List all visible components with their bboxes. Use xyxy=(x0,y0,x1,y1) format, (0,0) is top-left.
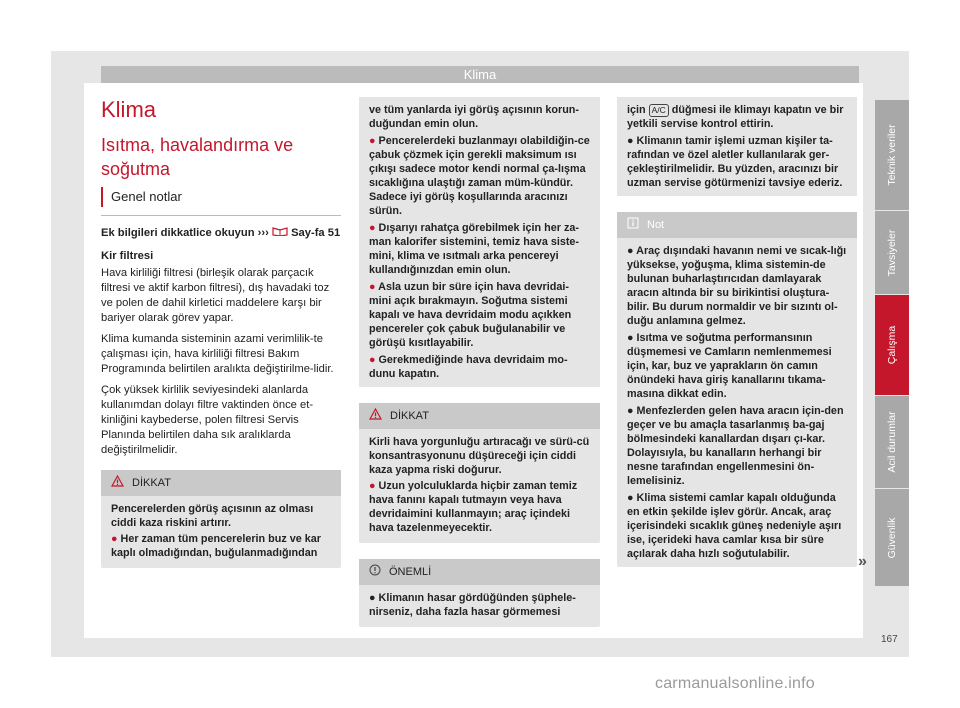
watermark: carmanualsonline.info xyxy=(655,675,815,692)
list-item xyxy=(369,353,590,381)
important-bullet-text: Klimanın hasar gördüğünden şüphele-nirseniz, daha fazla hasar görmemesi xyxy=(369,592,576,618)
note-bullet-text: Menfezlerden gelen hava aracın için-den geçer ve bu amaçla tasarlanmış ba-gaj bölmesindeki kanallardan dışarı çı-kar. Dolayısıyla, bu kanalların herhangi bir nesne tarafından engellenmesini ön-lemelisiniz. xyxy=(627,405,844,487)
list-item-text: Dışarıyı rahatça görebilmek için her za-man kalorifer sistemini, temiz hava siste-mini, klima ve ısıtmalı arka pencereyi kullandığınızdan emin olun. xyxy=(369,222,580,276)
next-page-arrow: » xyxy=(858,553,867,570)
column-2 xyxy=(359,97,600,627)
continued-text xyxy=(627,103,847,131)
important-body xyxy=(359,585,600,627)
info-circle-icon xyxy=(369,564,381,580)
page-reference-link[interactable]: Say-fa 51 xyxy=(291,227,341,239)
note-bullet xyxy=(627,491,847,561)
continued-text-end: düğmesi ile klimayı kapatın ve bir yetkili servise kontrol ettirin. xyxy=(627,104,844,130)
page-title: Klima xyxy=(101,97,157,122)
tab-calisma[interactable] xyxy=(875,295,909,395)
section-title: Genel notlar xyxy=(101,187,341,207)
important-label: ÖNEMLİ xyxy=(389,566,432,578)
warning-header xyxy=(101,470,341,496)
continued-warning-box xyxy=(359,97,600,387)
bullet-icon: ● xyxy=(627,492,634,504)
note-bullet xyxy=(627,331,847,401)
note-bullet-text: Isıtma ve soğutma performansının düşmemesi ve Camların nemlenmemesi için, kar, buz ve yaprakların ön camın önündeki hava giriş kanallarını tıkama-masına dikkat edin. xyxy=(627,332,832,400)
tab-acil-durumlar[interactable] xyxy=(875,396,909,488)
bullet-icon: ● xyxy=(369,222,376,234)
paragraph-3: Çok yüksek kirlilik seviyesindeki alanlarda kullanımdan dolayı filtre vaktinden önce et-kinliğini kaybederse, polen filtresi Servis Planında belirtilen daha sık aralıklarda değiştirilmelidir. xyxy=(101,384,314,456)
continued-text-start: için xyxy=(627,104,646,116)
tab-teknik-veriler[interactable] xyxy=(875,100,909,210)
note-bullet xyxy=(627,244,847,328)
warning-intro: Pencerelerden görüş açısının az olması ciddi kaza riskini artırır. xyxy=(111,503,314,529)
note-icon xyxy=(627,217,639,233)
important-box xyxy=(359,559,600,627)
book-icon xyxy=(272,226,288,241)
filter-heading: Kir filtresi xyxy=(101,250,154,262)
warning-body xyxy=(359,429,600,543)
list-item xyxy=(369,280,590,350)
page-header: Klima xyxy=(101,66,859,83)
list-item xyxy=(627,134,847,190)
bullet-icon: ● xyxy=(111,533,118,545)
warning-header xyxy=(359,403,600,429)
lead-text xyxy=(101,226,341,241)
important-bullet xyxy=(369,591,590,619)
warning-intro: Kirli hava yorgunluğu artıracağı ve sürü-cü konsantrasyonunu düşüreceği için ciddi kaza yapma riski doğurur. xyxy=(369,436,590,476)
warning-bullet xyxy=(369,479,590,535)
bullet-icon: ● xyxy=(627,135,634,147)
bullet-icon: ● xyxy=(369,354,376,366)
tab-label: Acil durumlar xyxy=(886,411,898,473)
paragraph-1: Hava kirliliği filtresi (birleşik olarak parçacık filtresi ve aktif karbon filtresi), dış havadaki toz ve polen de dahil kirletici maddelere karşı bir bariyer olarak görev yapar. xyxy=(101,267,330,324)
tab-label: Tavsiyeler xyxy=(886,229,898,276)
important-header xyxy=(359,559,600,585)
warning-label: DİKKAT xyxy=(390,410,429,422)
warning-box-2 xyxy=(359,403,600,543)
note-bullet-text: Araç dışındaki havanın nemi ve sıcak-lığı yüksekse, yoğuşma, klima sistemin-de bulunan buharlaştırıcıdan damlayarak aracın altında bir su birikintisi oluştura-bilir. Bu durum normaldir ve bir sızıntı ol-duğu anlamına gelmez. xyxy=(627,245,847,327)
note-label: Not xyxy=(647,219,665,231)
list-item-text: Pencerelerdeki buzlanmayı olabildiğin-ce çabuk çözmek için gerekli maksimum ısı çıkışı sadece motor kendi normal ça-lışma sıcaklığına ulaştığı zaman müm-kündür. Sadece iyi görüş koşullarında aracınızı sürün. xyxy=(369,135,590,217)
note-header xyxy=(617,212,857,238)
bullet-icon: ● xyxy=(369,480,376,492)
tab-label: Çalışma xyxy=(886,325,898,365)
warning-icon xyxy=(111,475,124,491)
bullet-icon: ● xyxy=(627,405,634,417)
tab-label: Teknik veriler xyxy=(886,124,898,186)
page-number: 167 xyxy=(881,634,898,645)
warning-icon xyxy=(369,408,382,424)
note-bullet xyxy=(627,404,847,488)
bullet-icon: ● xyxy=(627,245,634,257)
tab-label: Güvenlik xyxy=(886,517,898,558)
warning-bullet-text: Her zaman tüm pencerelerin buz ve kar kaplı olmadığından, buğulanmadığından xyxy=(111,533,321,559)
continued-important-box xyxy=(617,97,857,196)
list-item xyxy=(369,134,590,218)
bullet-icon: ● xyxy=(369,281,376,293)
note-box xyxy=(617,212,857,567)
warning-box xyxy=(101,470,341,568)
warning-label: DİKKAT xyxy=(132,477,171,489)
list-item-text: Klimanın tamir işlemi uzman kişiler ta-rafından ve özel aletler kullanılarak ger-çekleştirilmelidir. Bu yüzden, aracınızı bir uzman servise götürmenizi tavsiye ederiz. xyxy=(627,135,843,189)
warning-body xyxy=(101,496,341,568)
list-item-text: Asla uzun bir süre için hava devridai-mini açık bırakmayın. Soğutma sistemi kapalı ve hava devridaim modu açıkken pencereler çok çabuk buğulanabilir ve görüşü kısıtlayabilir. xyxy=(369,281,572,349)
tab-guvenlik[interactable] xyxy=(875,489,909,586)
note-bullet-text: Klima sistemi camlar kapalı olduğunda en etkin şekilde işlev görür. Ancak, araç içerisindeki sıcaklık güneş nedeniyle aşırı ise, içerideki hava camlar kısa bir süre açılarak daha hızlı soğutulabilir. xyxy=(627,492,842,560)
warning-bullet-text: Uzun yolculuklarda hiçbir zaman temiz hava fanını kapalı tutmayın veya hava devridaimini kullanmayın; araç içindeki hava tazelenmeyecektir. xyxy=(369,480,578,534)
divider xyxy=(101,215,341,216)
ac-button-icon: A/C xyxy=(649,104,669,117)
column-1 xyxy=(101,97,341,568)
lead-text-main: Ek bilgileri dikkatlice okuyun ››› xyxy=(101,227,269,239)
bullet-icon: ● xyxy=(627,332,634,344)
note-body xyxy=(617,238,857,567)
list-item-text: Gerekmediğinde hava devridaim mo-dunu kapatın. xyxy=(369,354,568,380)
bullet-icon: ● xyxy=(369,592,376,604)
list-item xyxy=(369,221,590,277)
tab-tavsiyeler[interactable] xyxy=(875,211,909,294)
column-3 xyxy=(617,97,857,567)
continued-text: ve tüm yanlarda iyi görüş açısının korun-duğundan emin olun. xyxy=(369,104,579,130)
paragraph-2: Klima kumanda sisteminin azami verimlilik-te çalışması için, hava kirliliği filtresi Bakım Programında belirtilen aralıkta değiştirilme-lidir. xyxy=(101,333,334,375)
chapter-subtitle: Isıtma, havalandırma ve soğutma xyxy=(101,135,294,179)
warning-bullet xyxy=(111,532,331,560)
bullet-icon: ● xyxy=(369,135,376,147)
